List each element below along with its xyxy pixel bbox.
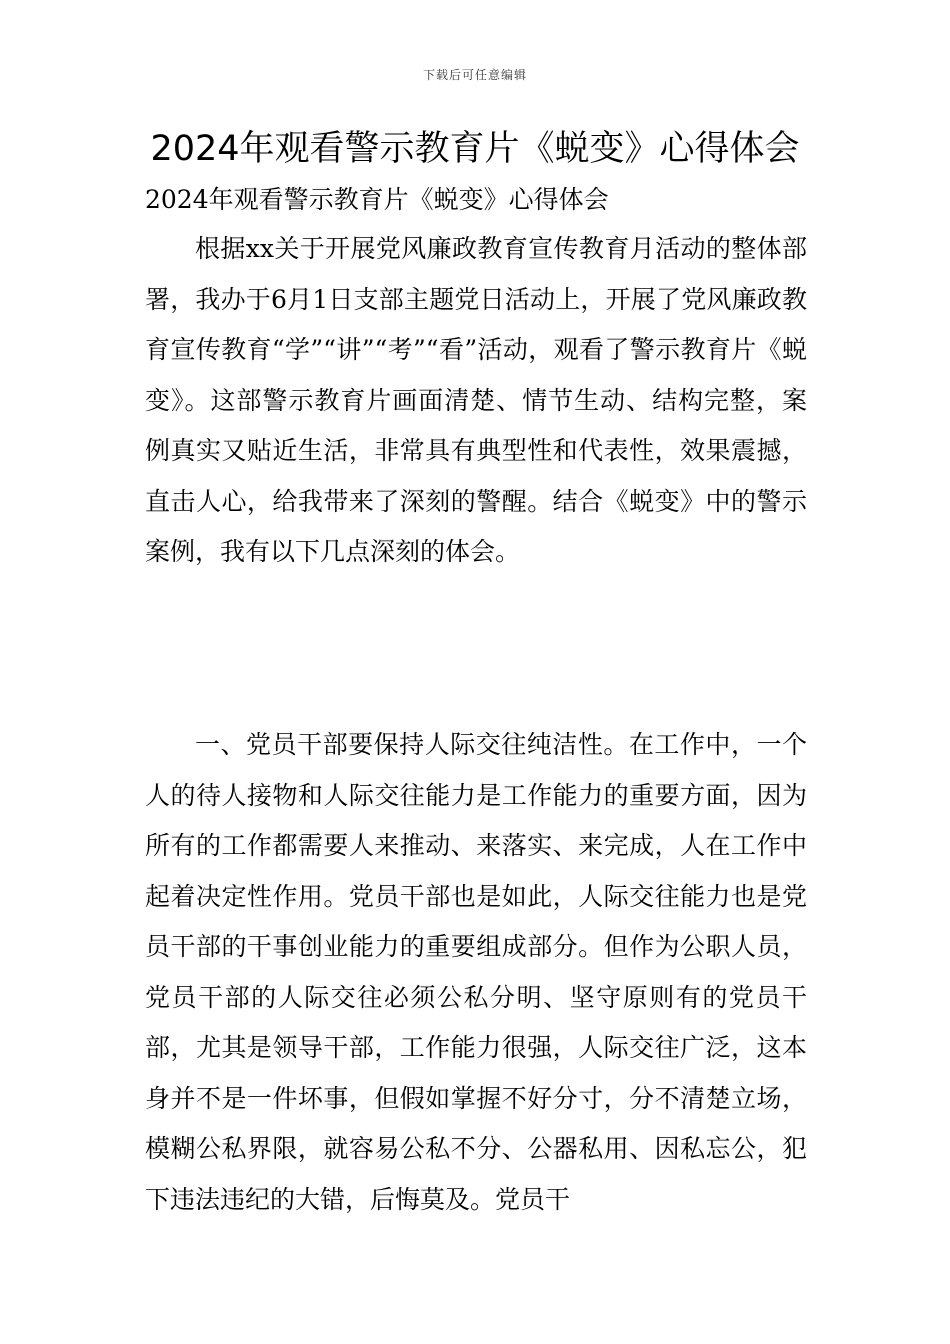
document-subtitle: 2024年观看警示教育片《蜕变》心得体会	[145, 185, 609, 214]
paragraph-intro: 根据xx关于开展党风廉政教育宣传教育月活动的整体部署，我办于6月1日支部主题党日活动上，开展了党风廉政教育宣传教育“学”“讲”“考”“看”活动，观看了警示教育片《蜕变》。这部警示教育片画面清楚、情节生动、结构完整，案例真实又贴近生活，非常具有典型性和代表性，效果震撼，直击人心，给我带来了深刻的警醒。结合《蜕变》中的警示案例，我有以下几点深刻的体会。	[145, 234, 807, 566]
paragraph-section-one: 一、党员干部要保持人际交往纯洁性。在工作中，一个人的待人接物和人际交往能力是工作能力的重要方面，因为所有的工作都需要人来推动、来落实、来完成，人在工作中起着决定性作用。党员干部也是如此，人际交往能力也是党员干部的干事创业能力的重要组成部分。但作为公职人员，党员干部的人际交往必须公私分明、坚守原则有的党员干部，尤其是领导干部，工作能力很强，人际交往广泛，这本身并不是一件坏事，但假如掌握不好分寸，分不清楚立场，模糊公私界限，就容易公私不分、公器私用、因私忘公，犯下违法违纪的大错，后悔莫及。党员干	[145, 730, 807, 1214]
header-note: 下载后可任意编辑	[422, 68, 527, 82]
page-title: 2024年观看警示教育片《蜕变》心得体会	[150, 129, 800, 169]
